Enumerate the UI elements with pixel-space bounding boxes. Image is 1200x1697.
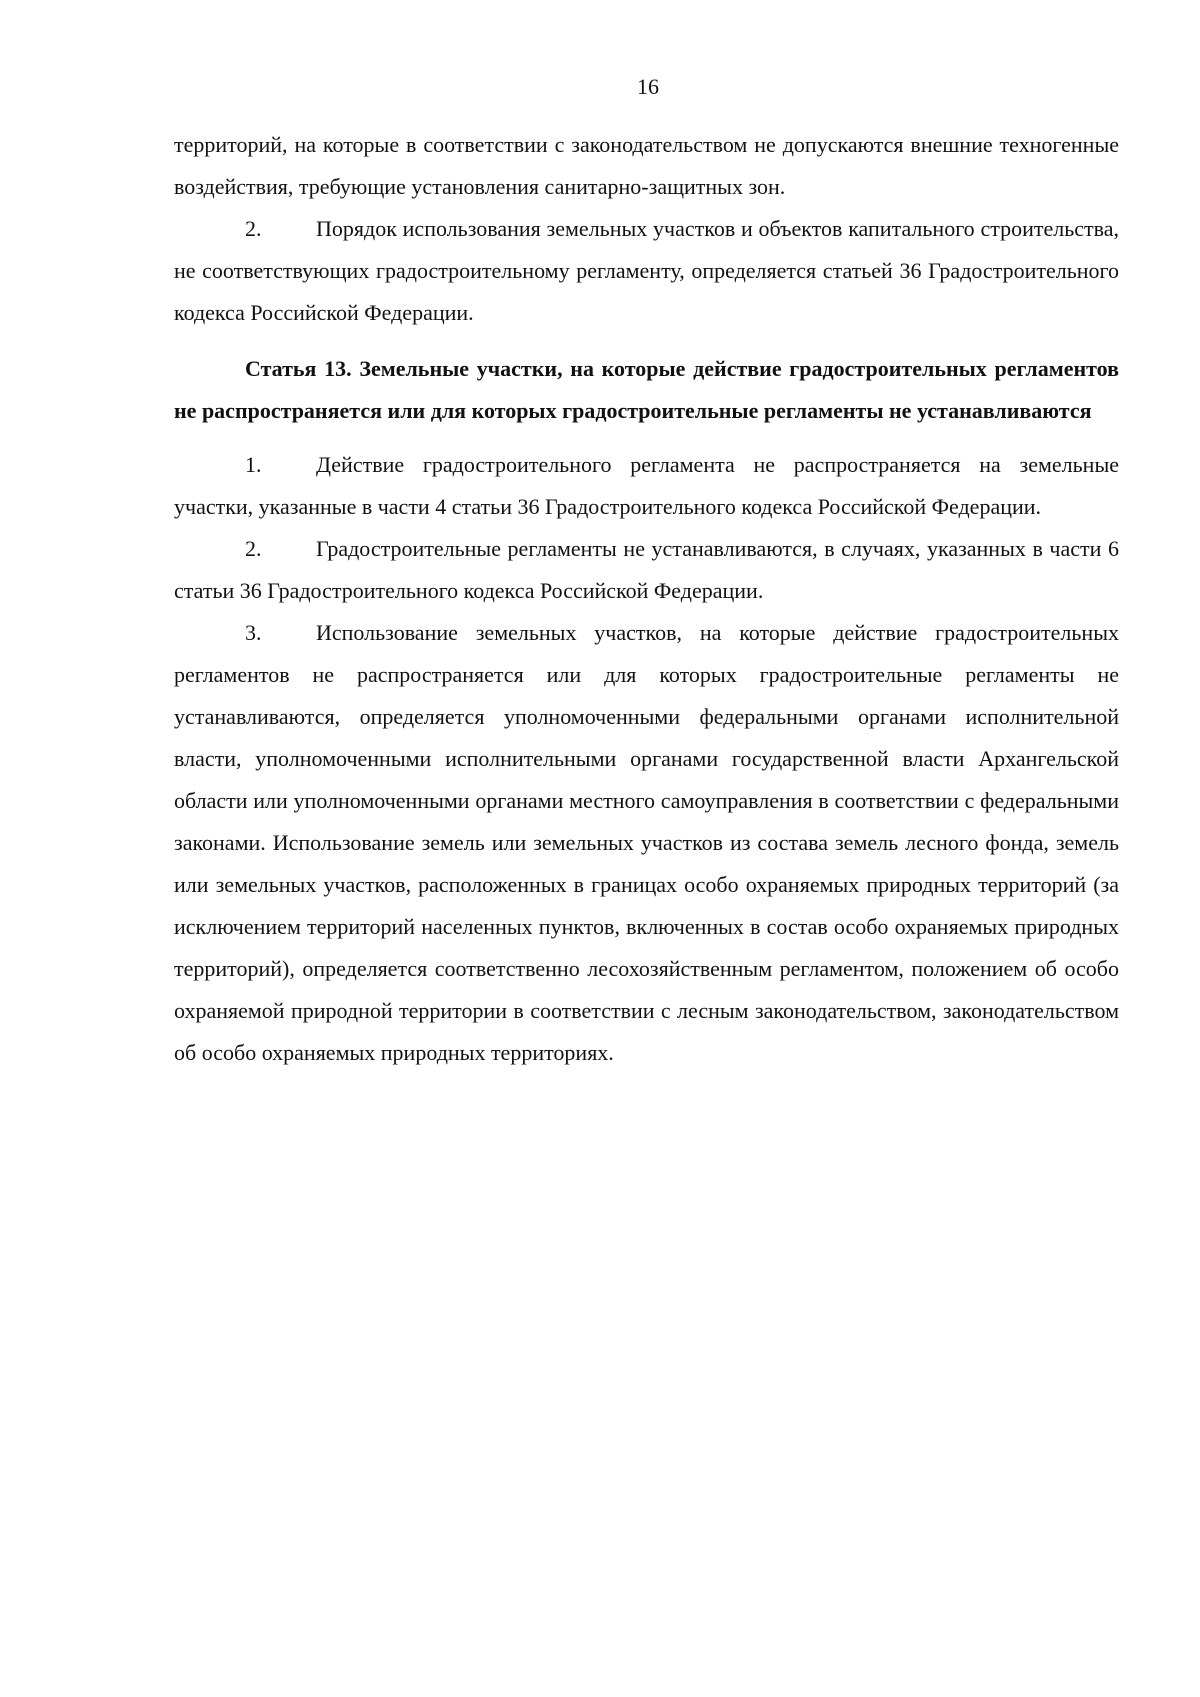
paragraph-number: 2. bbox=[245, 216, 262, 241]
paragraph-continuation: территорий, на которые в соответствии с законодательством не допускаются внешние техногенные воздействия, требующие установления санитарно-защитных зон. bbox=[174, 132, 1119, 199]
paragraph-item-2b bbox=[174, 528, 1119, 612]
paragraph-text: Использование земельных участков, на которые действие градостроительных регламентов не распространяется или для которых градостроительные регламенты не устанавливаются, определяется уполномоченными федеральными органами исполнительной власти, уполномоченными исполнительными органами государственной власти Архангельской области или уполномоченными органами местного самоуправления в соответствии с федеральными законами. Использование земель или земельных участков из состава земель лесного фонда, земель или земельных участков, расположенных в границах особо охраняемых природных территорий (за исключением территорий населенных пунктов, включенных в состав особо охраняемых природных территорий), определяется соответственно лесохозяйственным регламентом, положением об особо охраняемой природной территории в соответствии с лесным законодательством, законодательством об особо охраняемых природных территориях. bbox=[174, 620, 1119, 1065]
page-number: 16 bbox=[637, 74, 659, 99]
paragraph-text: Порядок использования земельных участков и объектов капитального строительства, не соответствующих градостроительному регламенту, определяется статьей 36 Градостроительного кодекса Российской Федерации. bbox=[174, 216, 1119, 325]
paragraph-item-2 bbox=[174, 208, 1119, 334]
article-heading: Статья 13. Земельные участки, на которые действие градостроительных регламентов не распространяется или для которых градостроительные регламенты не устанавливаются bbox=[174, 356, 1119, 423]
paragraph-number: 2. bbox=[245, 536, 262, 561]
paragraph-number: 1. bbox=[245, 452, 262, 477]
document-body bbox=[174, 124, 1119, 1074]
paragraph-item-3 bbox=[174, 612, 1119, 1074]
paragraph-number: 3. bbox=[245, 620, 262, 645]
paragraph-item-1 bbox=[174, 444, 1119, 528]
paragraph-text: Градостроительные регламенты не устанавливаются, в случаях, указанных в части 6 статьи 36 Градостроительного кодекса Российской Федерации. bbox=[174, 536, 1119, 603]
paragraph-text: Действие градостроительного регламента не распространяется на земельные участки, указанные в части 4 статьи 36 Градостроительного кодекса Российской Федерации. bbox=[174, 452, 1119, 519]
